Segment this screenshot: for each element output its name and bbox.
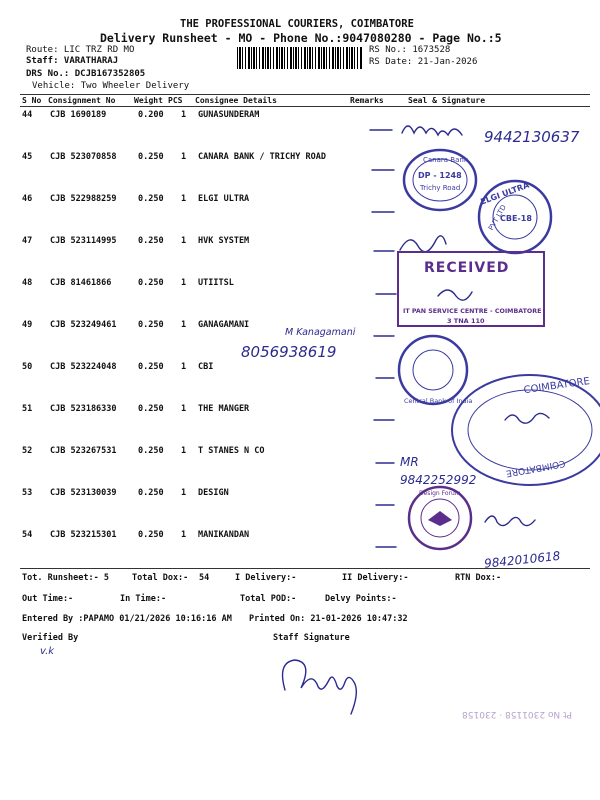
svg-text:CBE-18: CBE-18 [500,214,532,223]
row-consignee: CBI [198,362,214,372]
design-forum-stamp [409,487,471,549]
out-time: Out Time:- [22,594,74,604]
company-title: THE PROFESSIONAL COURIERS, COIMBATORE [180,18,414,30]
svg-text:RECEIVED: RECEIVED [424,260,510,276]
total-dox-label: Total Dox:- [132,573,189,583]
verified-by: Verified By [22,633,79,643]
row-consignment: CJB 523215301 [50,530,117,540]
row-consignment: CJB 522988259 [50,194,117,204]
i-delivery: I Delivery:- [235,573,297,583]
row-weight: 0.250 [138,152,164,162]
row-sno: 44 [22,110,33,120]
row-sno: 50 [22,362,33,372]
row-consignment: CJB 523130039 [50,488,117,498]
row-consignee: GUNASUNDERAM [198,110,260,120]
row-consignee: GANAGAMANI [198,320,250,330]
ii-delivery: II Delivery:- [342,573,409,583]
svg-text:PVT LTD: PVT LTD [487,203,508,232]
rs-date: RS Date: 21-Jan-2026 [369,57,478,67]
row-pcs: 1 [181,110,187,120]
total-pod: Total POD:- [240,594,297,604]
handwritten-phone-52: 9842252992 [400,473,477,487]
svg-text:DP - 1248: DP - 1248 [418,171,462,180]
svg-text:COIMBATORE: COIMBATORE [523,376,591,397]
row-consignee: MANIKANDAN [198,530,250,540]
row-pcs: 1 [181,236,187,246]
row-sno: 51 [22,404,33,414]
central-bank-stamp [399,336,472,405]
row-pcs: 1 [181,194,187,204]
row-sno: 49 [22,320,33,330]
faint-bottom-stamp [462,709,572,719]
row-consignment: CJB 523249461 [50,320,117,330]
row-weight: 0.200 [138,110,164,120]
staff-signature-label: Staff Signature [273,633,350,643]
col-seal-signature: Seal & Signature [408,96,486,105]
row-weight: 0.250 [138,530,164,540]
row-consignee: HVK SYSTEM [198,236,250,246]
row-consignee: CANARA BANK / TRICHY ROAD [198,152,326,162]
coimbatore-stamp [452,375,600,485]
handwritten-name-49: M Kanagamani [285,327,356,338]
row-weight: 0.250 [138,446,164,456]
utiitsl-received-stamp [398,252,544,326]
row-weight: 0.250 [138,320,164,330]
verified-initials: v.k [40,646,55,657]
svg-text:Trichy Road: Trichy Road [420,184,461,192]
row-consignee: UTIITSL [198,278,234,288]
staff: Staff: VARATHARAJ [26,56,119,66]
col-consignee: Consignee Details [195,96,277,105]
route: Route: LIC TRZ RD MO [26,45,135,55]
row-sno: 48 [22,278,33,288]
row-consignee: T STANES N CO [198,446,265,456]
drs-number: DRS No.: DCJB167352805 [26,69,146,79]
svg-text:Design Forum: Design Forum [419,490,461,497]
row-consignment: CJB 523070858 [50,152,117,162]
row-consignment: CJB 523186330 [50,404,117,414]
row-weight: 0.250 [138,278,164,288]
row-pcs: 1 [181,278,187,288]
handwritten-phone-54: 9842010618 [483,548,561,571]
row-pcs: 1 [181,446,187,456]
row-consignee: DESIGN [198,488,229,498]
col-weight: Weight [134,96,163,105]
row-sno: 46 [22,194,33,204]
row-consignment: CJB 81461866 [50,278,112,288]
row-consignee: ELGI ULTRA [198,194,250,204]
row-consignment: CJB 523224048 [50,362,117,372]
col-consignment: Consignment No [48,96,116,105]
runsheet-subtitle: Delivery Runsheet - MO - Phone No.:9047080280 - Page No.:5 [100,31,502,45]
col-pcs: PCS [168,96,183,105]
row-consignment: CJB 1690189 [50,110,107,120]
handwritten-mr: MR [400,455,419,469]
row-pcs: 1 [181,320,187,330]
handwritten-phone: 9442130637 [484,128,580,146]
row-sno: 47 [22,236,33,246]
vehicle: Vehicle: Two Wheeler Delivery [32,81,190,91]
rs-number: RS No.: 1673528 [369,45,451,55]
svg-text:Pt No 2301158 · 230158: Pt No 2301158 · 230158 [462,709,572,719]
row-sno: 52 [22,446,33,456]
row-pcs: 1 [181,152,187,162]
svg-text:Central Bank of India: Central Bank of India [404,397,473,405]
elgi-stamp [479,180,551,253]
staff-signature [283,660,357,714]
row-consignment: CJB 523267531 [50,446,117,456]
delivery-points: Delvy Points:- [325,594,397,604]
total-runsheet: Tot. Runsheet:- 5 [22,573,109,583]
total-dox-value: 54 [199,573,210,583]
row-pcs: 1 [181,488,187,498]
svg-text:COIMBATORE: COIMBATORE [505,457,566,478]
row-consignee: THE MANGER [198,404,250,414]
row-sno: 45 [22,152,33,162]
row-weight: 0.250 [138,194,164,204]
col-sno: S No [22,96,42,105]
row-pcs: 1 [181,362,187,372]
handwritten-name [402,126,462,135]
row-pcs: 1 [181,404,187,414]
svg-text:ELGI ULTRA: ELGI ULTRA [479,180,531,207]
signature-47 [400,236,446,252]
svg-text:IT PAN SERVICE CENTRE - COIMBA: IT PAN SERVICE CENTRE - COIMBATORE [403,308,542,315]
canara-bank-stamp [404,150,476,210]
entered-by: Entered By :PAPAMO 01/21/2026 10:16:16 AM [22,614,232,624]
rtn-dox: RTN Dox:- [455,573,502,583]
printed-on: Printed On: 21-01-2026 10:47:32 [249,614,408,624]
row-weight: 0.250 [138,404,164,414]
row-weight: 0.250 [138,362,164,372]
svg-text:3 TNA 110: 3 TNA 110 [447,317,485,325]
col-remarks: Remarks [350,96,384,105]
row-weight: 0.250 [138,488,164,498]
handwritten-phone-49: 8056938619 [241,343,337,361]
row-weight: 0.250 [138,236,164,246]
row-consignment: CJB 523114995 [50,236,117,246]
row-sno: 54 [22,530,33,540]
row-sno: 53 [22,488,33,498]
row-pcs: 1 [181,530,187,540]
svg-text:Canara Bank: Canara Bank [423,156,468,164]
in-time: In Time:- [120,594,167,604]
